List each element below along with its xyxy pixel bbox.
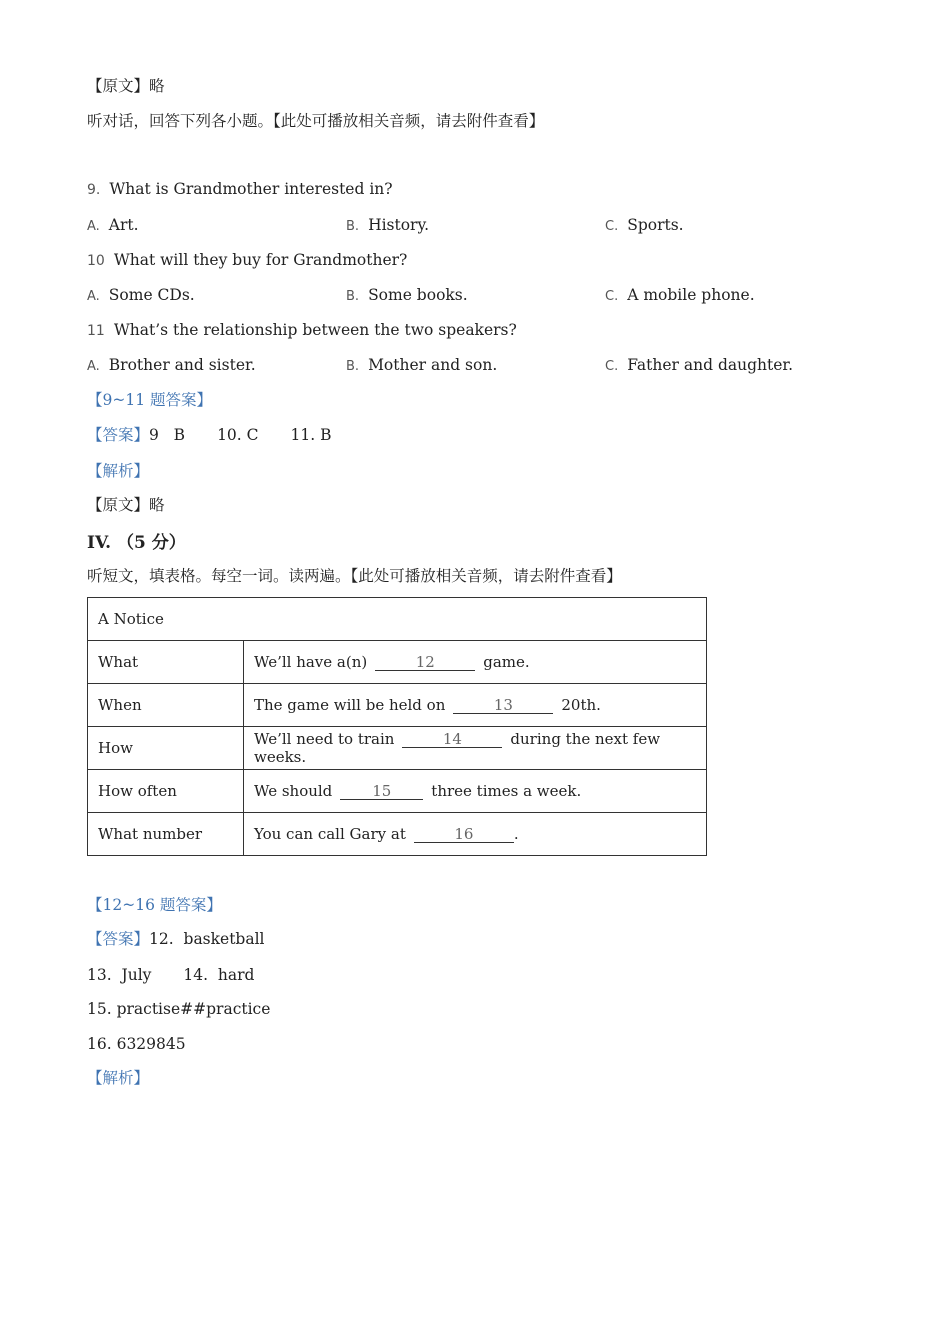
row-label: What [88, 641, 244, 684]
blank-14[interactable]: 14 [402, 731, 502, 748]
row-content: The game will be held on 13 20th. [244, 684, 707, 727]
row-label: What number [88, 813, 244, 856]
option-10c: C. A mobile phone. [605, 286, 755, 304]
option-11a: A. Brother and sister. [87, 356, 256, 374]
notice-table [87, 597, 707, 856]
option-9b: B. History. [346, 216, 430, 234]
answer-12: 12. basketball [149, 930, 265, 948]
answer-11: 11. B [290, 426, 332, 444]
row-label: How often [88, 770, 244, 813]
answer-tag: 【答案】 [87, 426, 150, 444]
table-row [88, 641, 707, 684]
blank-16[interactable]: 16 [414, 826, 514, 843]
answers-9-11-header: 【9~11 题答案】 [87, 391, 212, 409]
table-row [88, 770, 707, 813]
question-11: 11 What’s the relationship between the two speakers? [87, 321, 517, 339]
row-content: We’ll have a(n) 12 game. [244, 641, 707, 684]
answer-tag: 【答案】 [87, 930, 150, 948]
answer-10: 10. C [217, 426, 259, 444]
table-row [88, 813, 707, 856]
row-content: We should 15 three times a week. [244, 770, 707, 813]
table-row [88, 727, 707, 770]
listening-instruction: 听对话，回答下列各小题。【此处可播放相关音频，请去附件查看】 [87, 112, 545, 130]
blank-13[interactable]: 13 [453, 697, 553, 714]
table-row [88, 598, 707, 641]
table-row [88, 684, 707, 727]
option-11c: C. Father and daughter. [605, 356, 794, 374]
option-9c: C. Sports. [605, 216, 684, 234]
answer-12-line [87, 929, 265, 949]
option-11b: B. Mother and son. [346, 356, 498, 374]
original-text-omitted: 【原文】略 [87, 77, 165, 95]
section-iv-title: IV. （5 分） [87, 533, 186, 553]
question-10: 10 What will they buy for Grandmother? [87, 251, 408, 269]
answer-13-14-line [87, 965, 254, 985]
row-content: We’ll need to train 14 during the next few weeks. [244, 727, 707, 770]
answers-12-16-header: 【12~16 题答案】 [87, 896, 222, 914]
blank-12[interactable]: 12 [375, 654, 475, 671]
row-label: How [88, 727, 244, 770]
analysis-label: 【解析】 [87, 462, 150, 480]
option-9a: A. Art. [87, 216, 139, 234]
table-title: A Notice [88, 598, 707, 641]
row-label: When [88, 684, 244, 727]
answers-9-11 [87, 425, 331, 445]
option-10a: A. Some CDs. [87, 286, 195, 304]
analysis-label-2: 【解析】 [87, 1069, 150, 1087]
answer-13: 13. July [87, 966, 152, 984]
original-text-omitted-2: 【原文】略 [87, 496, 165, 514]
section-iv-instruction: 听短文，填表格。每空一词。读两遍。【此处可播放相关音频，请去附件查看】 [87, 567, 622, 585]
answer-15: 15. practise##practice [87, 1000, 271, 1018]
answer-16: 16. 6329845 [87, 1035, 186, 1053]
answer-9: 9 B [149, 426, 186, 444]
answer-14: 14. hard [183, 966, 255, 984]
option-10b: B. Some books. [346, 286, 468, 304]
row-content: You can call Gary at 16 . [244, 813, 707, 856]
blank-15[interactable]: 15 [340, 783, 423, 800]
question-9: 9. What is Grandmother interested in? [87, 180, 393, 198]
